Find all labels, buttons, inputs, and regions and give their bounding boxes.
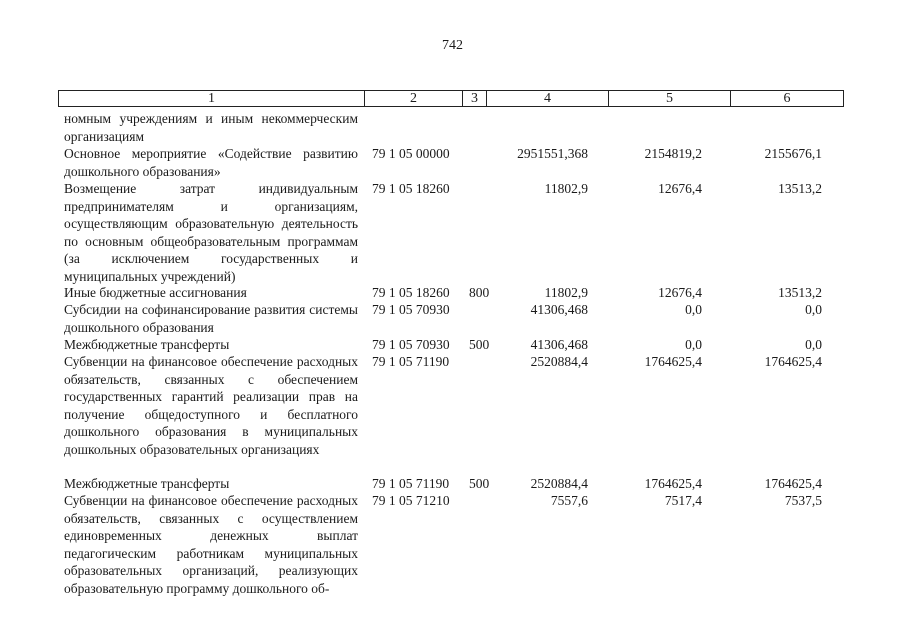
header-col-1: 1 <box>59 91 365 106</box>
header-col-5: 5 <box>609 91 731 106</box>
table-row-value-5: 1764625,4 <box>644 354 702 369</box>
table-row-value-4: 11802,9 <box>544 181 588 196</box>
table-row-vr: 500 <box>469 337 490 352</box>
table-row-value-5: 0,0 <box>685 337 702 352</box>
table-row-code: 79 1 05 18260 <box>372 181 450 196</box>
table-row-value-4: 11802,9 <box>544 285 588 300</box>
table-row-desc: Иные бюджетные ассигнования <box>64 285 247 300</box>
table-row-desc: Субвенции на финансовое обеспечение расходных обязательств, связанных с обеспечением государственных гарантий реализации прав на получение общедоступного и бесплатного дошкольного образования в муниципальных дошкольных образовательных организациях <box>64 354 358 457</box>
table-row-value-5: 1764625,4 <box>644 476 702 491</box>
table-row-value-5: 7517,4 <box>664 493 702 508</box>
header-col-2: 2 <box>365 91 463 106</box>
table-row-vr: 800 <box>469 285 490 300</box>
table-row-value-6: 1764625,4 <box>764 354 822 369</box>
table-row-code: 79 1 05 70930 <box>372 337 450 352</box>
table-row-code: 79 1 05 18260 <box>372 285 450 300</box>
table-row-value-6: 2155676,1 <box>764 146 822 161</box>
table-row-value-5: 12676,4 <box>658 285 702 300</box>
table-row-code: 79 1 05 71190 <box>372 354 450 369</box>
header-col-3: 3 <box>463 91 487 106</box>
table-row-value-4: 2520884,4 <box>530 476 588 491</box>
table-row-code: 79 1 05 00000 <box>372 146 450 161</box>
table-row-value-6: 7537,5 <box>784 493 822 508</box>
table-row-value-5: 2154819,2 <box>644 146 702 161</box>
table-row-desc: Основное мероприятие «Содействие развитию дошкольного образования» <box>64 146 358 179</box>
header-col-4: 4 <box>487 91 609 106</box>
table-row-value-6: 0,0 <box>805 302 822 317</box>
table-row-desc: Межбюджетные трансферты <box>64 337 230 352</box>
table-row-value-6: 1764625,4 <box>764 476 822 491</box>
table-row-code: 79 1 05 70930 <box>372 302 450 317</box>
table-row-value-6: 13513,2 <box>778 181 822 196</box>
table-row-value-6: 0,0 <box>805 337 822 352</box>
table-row-desc: Возмещение затрат индивидуальным предпринимателям и организациям, осуществляющим образовательную деятельность по основным общеобразовательным программам (за исключением государственных и муниципальных учреждений) <box>64 181 358 284</box>
table-row-value-4: 7557,6 <box>550 493 588 508</box>
table-row-desc: Субсидии на софинансирование развития системы дошкольного образования <box>64 302 358 335</box>
table-row-code: 79 1 05 71190 <box>372 476 450 491</box>
table-row-value-4: 41306,468 <box>530 302 588 317</box>
table-row-value-4: 2520884,4 <box>530 354 588 369</box>
table-row-code: 79 1 05 71210 <box>372 493 450 508</box>
table-row-vr: 500 <box>469 476 490 491</box>
table-row-desc: номным учреждениям и иным некоммерческим организациям <box>64 111 358 144</box>
table-row-desc: Межбюджетные трансферты <box>64 476 230 491</box>
table-row-value-6: 13513,2 <box>778 285 822 300</box>
header-col-6: 6 <box>783 91 791 106</box>
table-row-value-5: 0,0 <box>685 302 702 317</box>
page-number: 742 <box>442 38 463 53</box>
table-row-value-4: 41306,468 <box>530 337 588 352</box>
table-row-desc: Субвенции на финансовое обеспечение расходных обязательств, связанных с осуществлением единовременных денежных выплат педагогическим работникам муниципальных образовательных организаций, реализующих образовательную программу дошкольного об- <box>64 493 358 596</box>
table-row-value-4: 2951551,368 <box>517 146 588 161</box>
table-row-value-5: 12676,4 <box>658 181 702 196</box>
